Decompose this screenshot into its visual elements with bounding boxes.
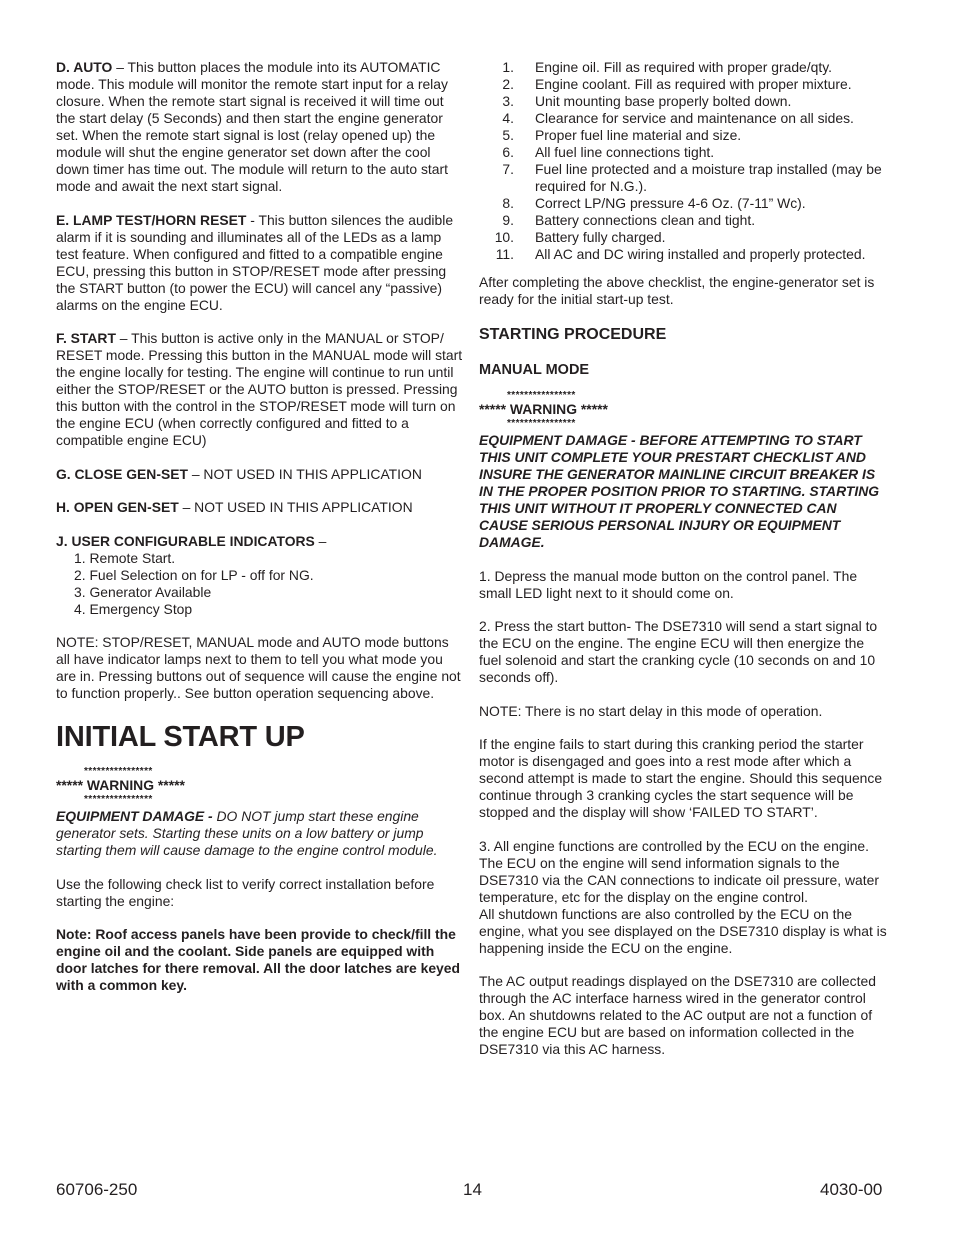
warning-block xyxy=(479,390,889,429)
auto-text: – This button places the module into its AUTOMATIC mode. This module will monitor the remote start input for a relay closure. When the remote start signal is received it will time out the start delay (5 Seconds) and then start the engine generator set. When the remote start signal is lost (relay opened up) the module will shut the engine generator set down after the cool down timer has time out. The module will return to the auto start mode and await the next start signal. xyxy=(56,59,448,194)
checklist-intro: Use the following check list to verify correct installation before starting the engine: xyxy=(56,875,435,909)
footer-page-number: 14 xyxy=(463,1180,482,1199)
start-paragraph xyxy=(56,330,464,449)
list-item-number: 4. xyxy=(502,110,514,126)
initial-start-up-heading: INITIAL START UP xyxy=(56,721,305,753)
list-item-number: 5. xyxy=(502,127,514,143)
list-item xyxy=(479,76,889,93)
list-item-text: All AC and DC wiring installed and properly protected. xyxy=(535,246,866,262)
right-column xyxy=(479,59,889,1058)
step-1-text: 1. Depress the manual mode button on the control panel. The small LED light next to it should come on. xyxy=(479,567,858,601)
list-item-text: All fuel line connections tight. xyxy=(535,144,715,160)
roof-access-note: Note: Roof access panels have been provide to check/fill the engine oil and the coolant. Side panels are equipped with door latches for there removal. All the door latches are keyed with a common key. xyxy=(56,926,460,993)
list-item-number: 6. xyxy=(502,144,514,160)
installation-checklist xyxy=(479,59,889,263)
open-genset-text: – NOT USED IN THIS APPLICATION xyxy=(178,499,413,515)
equipment-damage-paragraph xyxy=(56,808,464,859)
list-item xyxy=(479,127,889,144)
mode-buttons-note: NOTE: STOP/RESET, MANUAL mode and AUTO mode buttons all have indicator lamps next to them to tell you what mode you are in. Pressing buttons out of sequence will cause the engine not to function properly.. See button operation sequencing above. xyxy=(56,634,461,701)
warning-label: ***** WARNING ***** xyxy=(479,401,608,417)
ac-output-paragraph: The AC output readings displayed on the DSE7310 are collected through the AC interface harness wired in the generator control box. An shutdowns related to the AC output are not a function of the engine ECU but are based on information collected in the DSE7310 via this AC harness. xyxy=(479,973,876,1057)
list-item xyxy=(479,212,889,229)
manual-mode-heading: MANUAL MODE xyxy=(479,362,590,378)
list-item-number: 9. xyxy=(502,212,514,228)
warning-stars-top: **************** xyxy=(84,766,153,777)
list-item-text: Unit mounting base properly bolted down. xyxy=(535,93,792,109)
indicators-paragraph xyxy=(56,533,464,550)
shutdown-paragraph: All shutdown functions are also controlled by the ECU on the engine, what you see displayed on the DSE7310 display is what is happening inside the ECU on the engine. xyxy=(479,905,887,956)
list-item-text: Engine coolant. Fill as required with proper mixture. xyxy=(535,76,852,92)
list-item xyxy=(479,161,889,195)
warning-stars-bottom: **************** xyxy=(84,794,153,805)
list-item-text: Clearance for service and maintenance on all sides. xyxy=(535,110,854,126)
list-item xyxy=(479,195,889,212)
warning-label: ***** WARNING ***** xyxy=(56,777,185,793)
after-checklist-text: After completing the above checklist, the engine-generator set is ready for the initial start-up test. xyxy=(479,274,875,307)
list-item: 3. Generator Available xyxy=(74,583,212,600)
open-genset-paragraph xyxy=(56,499,464,516)
close-genset-text: – NOT USED IN THIS APPLICATION xyxy=(187,465,422,482)
lamp-test-heading: E. LAMP TEST/HORN RESET xyxy=(56,211,247,228)
footer-revision: 4030-00 xyxy=(820,1180,883,1199)
list-item xyxy=(479,59,889,76)
step-3-text: 3. All engine functions are controlled by the ECU on the engine. The ECU on the engine will send information signals to the DSE7310 via the CAN connections to indicate oil pressure, water temperature, etc for the display on the engine control. xyxy=(479,837,879,905)
list-item-number: 2. xyxy=(502,76,514,92)
start-text: – This button is active only in the MANUAL or STOP/ RESET mode. Pressing this button in the MANUAL mode will start the engine locally for testing. The engine will continue to run until either the STOP/RESET or the AUTO button is pressed. Pressing this button with the control in the STOP/RESET mode will turn on the engine ECU (when correctly configured and fitted to a compatible engine ECU) xyxy=(56,330,463,448)
list-item-text: Proper fuel line material and size. xyxy=(535,127,742,143)
footer-document-number: 60706-250 xyxy=(56,1180,138,1199)
indicators-list xyxy=(56,550,464,618)
list-item-number: 3. xyxy=(502,93,514,109)
open-genset-heading: H. OPEN GEN-SET xyxy=(56,499,179,515)
list-item-text: Battery connections clean and tight. xyxy=(535,212,756,228)
failed-start-paragraph: If the engine fails to start during this cranking period the starter motor is disengaged and goes into a rest mode after which a second attempt is made to start the engine. Should this sequence continue through 3 cranking cycles the start sequence will be stopped and the display will show ‘FAILED TO START’. xyxy=(479,736,883,820)
list-item: 2. Fuel Selection on for LP - off for NG. xyxy=(74,566,314,583)
close-genset-paragraph xyxy=(56,466,464,483)
list-item-number: 1. xyxy=(502,59,514,75)
equipment-damage-heading: EQUIPMENT DAMAGE - xyxy=(56,808,217,824)
list-item-number: 8. xyxy=(502,195,514,211)
list-item: 1. Remote Start. xyxy=(74,549,176,566)
close-genset-heading: G. CLOSE GEN-SET xyxy=(56,465,188,482)
lamp-test-text: - This button silences the audible alarm if it is sounding and illuminates all of the LEDs as a lamp test feature. When configured and fitted to a compatible engine ECU, pressing this button in STOP/RESET mode after pressing the START button (to power the ECU) will cancel any “passive) alarms on the engine ECU. xyxy=(56,211,454,313)
list-item xyxy=(479,110,889,127)
equipment-damage-text: DO NOT jump start these engine generator sets. Starting these units on a low battery or jump starting them will cause damage to the engine control module. xyxy=(56,808,438,858)
list-item-text: Battery fully charged. xyxy=(535,229,666,245)
list-item xyxy=(479,229,889,246)
list-item-number: 7. xyxy=(502,161,514,177)
start-delay-note: NOTE: There is no start delay in this mode of operation. xyxy=(479,702,823,719)
list-item-text: Correct LP/NG pressure 4-6 Oz. (7-11” Wc). xyxy=(535,195,806,211)
list-item xyxy=(479,93,889,110)
starting-procedure-heading: STARTING PROCEDURE xyxy=(479,326,667,343)
list-item xyxy=(479,144,889,161)
list-item-text: Engine oil. Fill as required with proper grade/qty. xyxy=(535,59,832,75)
step-2-text: 2. Press the start button- The DSE7310 will send a start signal to the ECU on the engine. The engine ECU will then energize the fuel solenoid and start the cranking cycle (10 seconds on and 10 seconds off). xyxy=(479,618,878,685)
start-heading: F. START xyxy=(56,330,116,346)
warning-block xyxy=(56,766,464,805)
list-item xyxy=(479,246,889,263)
indicators-dash: – xyxy=(314,532,327,549)
lamp-test-paragraph xyxy=(56,212,464,314)
equipment-damage-warning: EQUIPMENT DAMAGE - BEFORE ATTEMPTING TO START THIS UNIT COMPLETE YOUR PRESTART CHECKLIST AND INSURE THE GENERATOR MAINLINE CIRCUIT BREAKER IS IN THE PROPER POSITION PRIOR TO STARTING. STARTING THIS UNIT WITHOUT IT PROPERLY CONNECTED CAN CAUSE SERIOUS PERSONAL INJURY OR EQUIPMENT DAMAGE. xyxy=(479,432,880,550)
warning-stars-bottom: **************** xyxy=(507,418,576,429)
auto-heading: D. AUTO xyxy=(56,59,113,75)
list-item: 4. Emergency Stop xyxy=(74,600,193,617)
indicators-heading: J. USER CONFIGURABLE INDICATORS xyxy=(56,532,315,549)
list-item-text: Fuel line protected and a moisture trap installed (may be required for N.G.). xyxy=(535,161,882,194)
list-item-number: 11. xyxy=(495,246,514,262)
left-column xyxy=(56,59,464,994)
warning-stars-top: **************** xyxy=(507,390,576,401)
list-item-number: 10. xyxy=(494,229,514,245)
auto-paragraph xyxy=(56,59,464,195)
